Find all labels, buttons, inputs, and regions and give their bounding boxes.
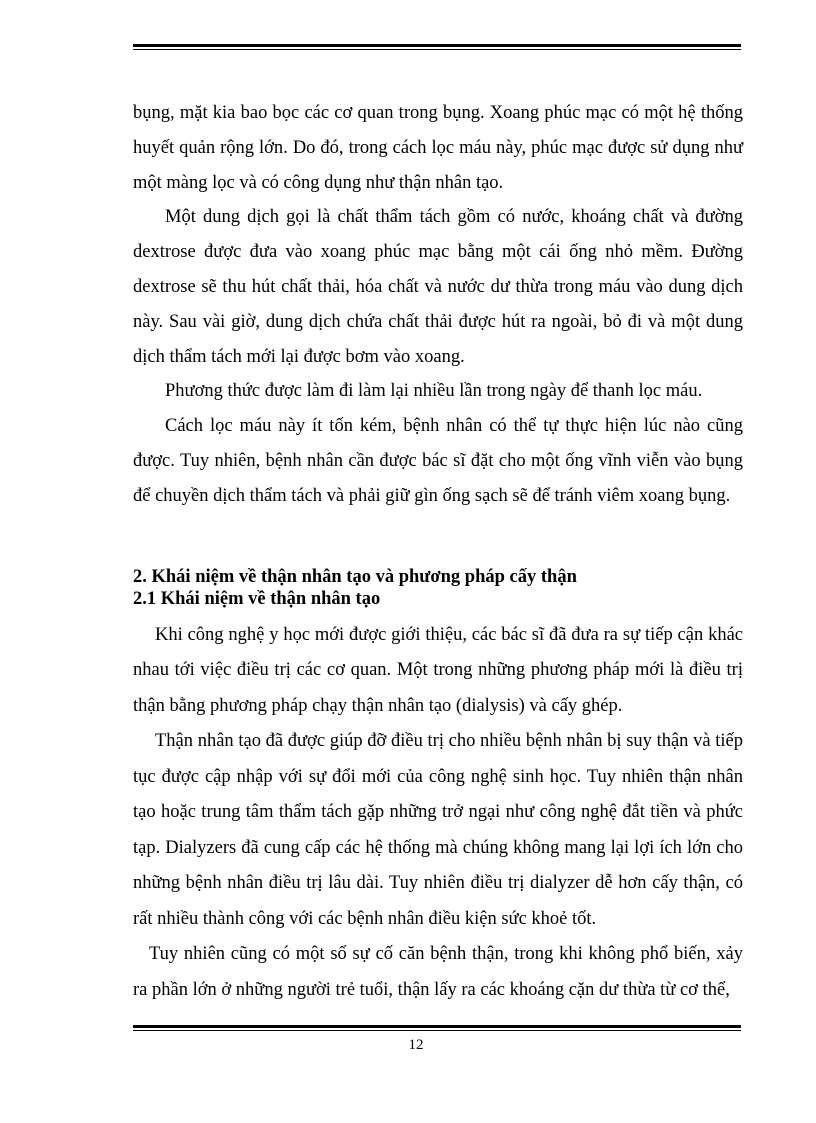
footer-rule (133, 1025, 741, 1031)
subsection-heading: 2.1 Khái niệm về thận nhân tạo (133, 588, 381, 609)
paragraph-repeat-method: Phương thức được làm đi làm lại nhiều lần trong ngày để thanh lọc máu. (165, 381, 703, 402)
paragraph-dialysate: Một dung dịch gọi là chất thẩm tách gồm có nước, khoáng chất và đường dextrose được đưa vào xoang phúc mạc bằng một cái ống nhỏ mềm. Đường dextrose sẽ thu hút chất thải, hóa chất và nước dư thừa trong máu vào dung dịch này. Sau vài giờ, dung dịch chứa chất thải được hút ra ngoài, bỏ đi và một dung dịch thẩm tách mới lại được bơm vào xoang. (133, 207, 743, 367)
paragraph-new-technology: Khi công nghệ y học mới được giới thiệu, các bác sĩ đã đưa ra sự tiếp cận khác nhau tới việc điều trị các cơ quan. Một trong những phương pháp mới là điều trị thận bằng phương pháp chạy thận nhân tạo (dialysis) và cấy ghép. (133, 624, 743, 716)
footer-rule-thin-line (133, 1030, 741, 1031)
page-body (133, 96, 743, 1008)
paragraph-peritoneal-intro: bụng, mặt kia bao bọc các cơ quan trong bụng. Xoang phúc mạc có một hệ thống huyết quản rộng lớn. Do đó, trong cách lọc máu này, phúc mạc được sử dụng như một màng lọc và có công dụng như thận nhân tạo. (133, 103, 743, 193)
header-rule (133, 44, 741, 50)
paragraph-artificial-kidney: Thận nhân tạo đã được giúp đỡ điều trị cho nhiều bệnh nhân bị suy thận và tiếp tục được cập nhập với sự đổi mới của công nghệ sinh học. Tuy nhiên thận nhân tạo hoặc trung tâm thẩm tách gặp những trở ngại như công nghệ đắt tiền và phức tạp. Dialyzers đã cung cấp các hệ thống mà chúng không mang lại lợi ích lớn cho những bệnh nhân điều trị lâu dài. Tuy nhiên điều trị dialyzer dễ hơn cấy thận, có rất nhiều thành công với các bệnh nhân điều kiện sức khoẻ tốt. (133, 731, 743, 929)
section-heading: 2. Khái niệm về thận nhân tạo và phương pháp cấy thận (133, 566, 577, 587)
header-rule-thin-line (133, 49, 741, 50)
paragraph-kidney-disease: Tuy nhiên cũng có một số sự cố căn bệnh thận, trong khi không phổ biến, xảy ra phần lớn ở những người trẻ tuổi, thận lấy ra các khoáng cặn dư thừa từ cơ thể, (133, 944, 743, 1000)
footer-rule-thick-line (133, 1025, 741, 1028)
page-number: 12 (408, 1037, 424, 1053)
section-spacer (133, 514, 743, 566)
paragraph-cost: Cách lọc máu này ít tốn kém, bệnh nhân có thể tự thực hiện lúc nào cũng được. Tuy nhiên, bệnh nhân cần được bác sĩ đặt cho một ống vĩnh viễn vào bụng để chuyền dịch thẩm tách và phải giữ gìn ống sạch sẽ để tránh viêm xoang bụng. (133, 416, 743, 506)
header-rule-thick-line (133, 44, 741, 47)
